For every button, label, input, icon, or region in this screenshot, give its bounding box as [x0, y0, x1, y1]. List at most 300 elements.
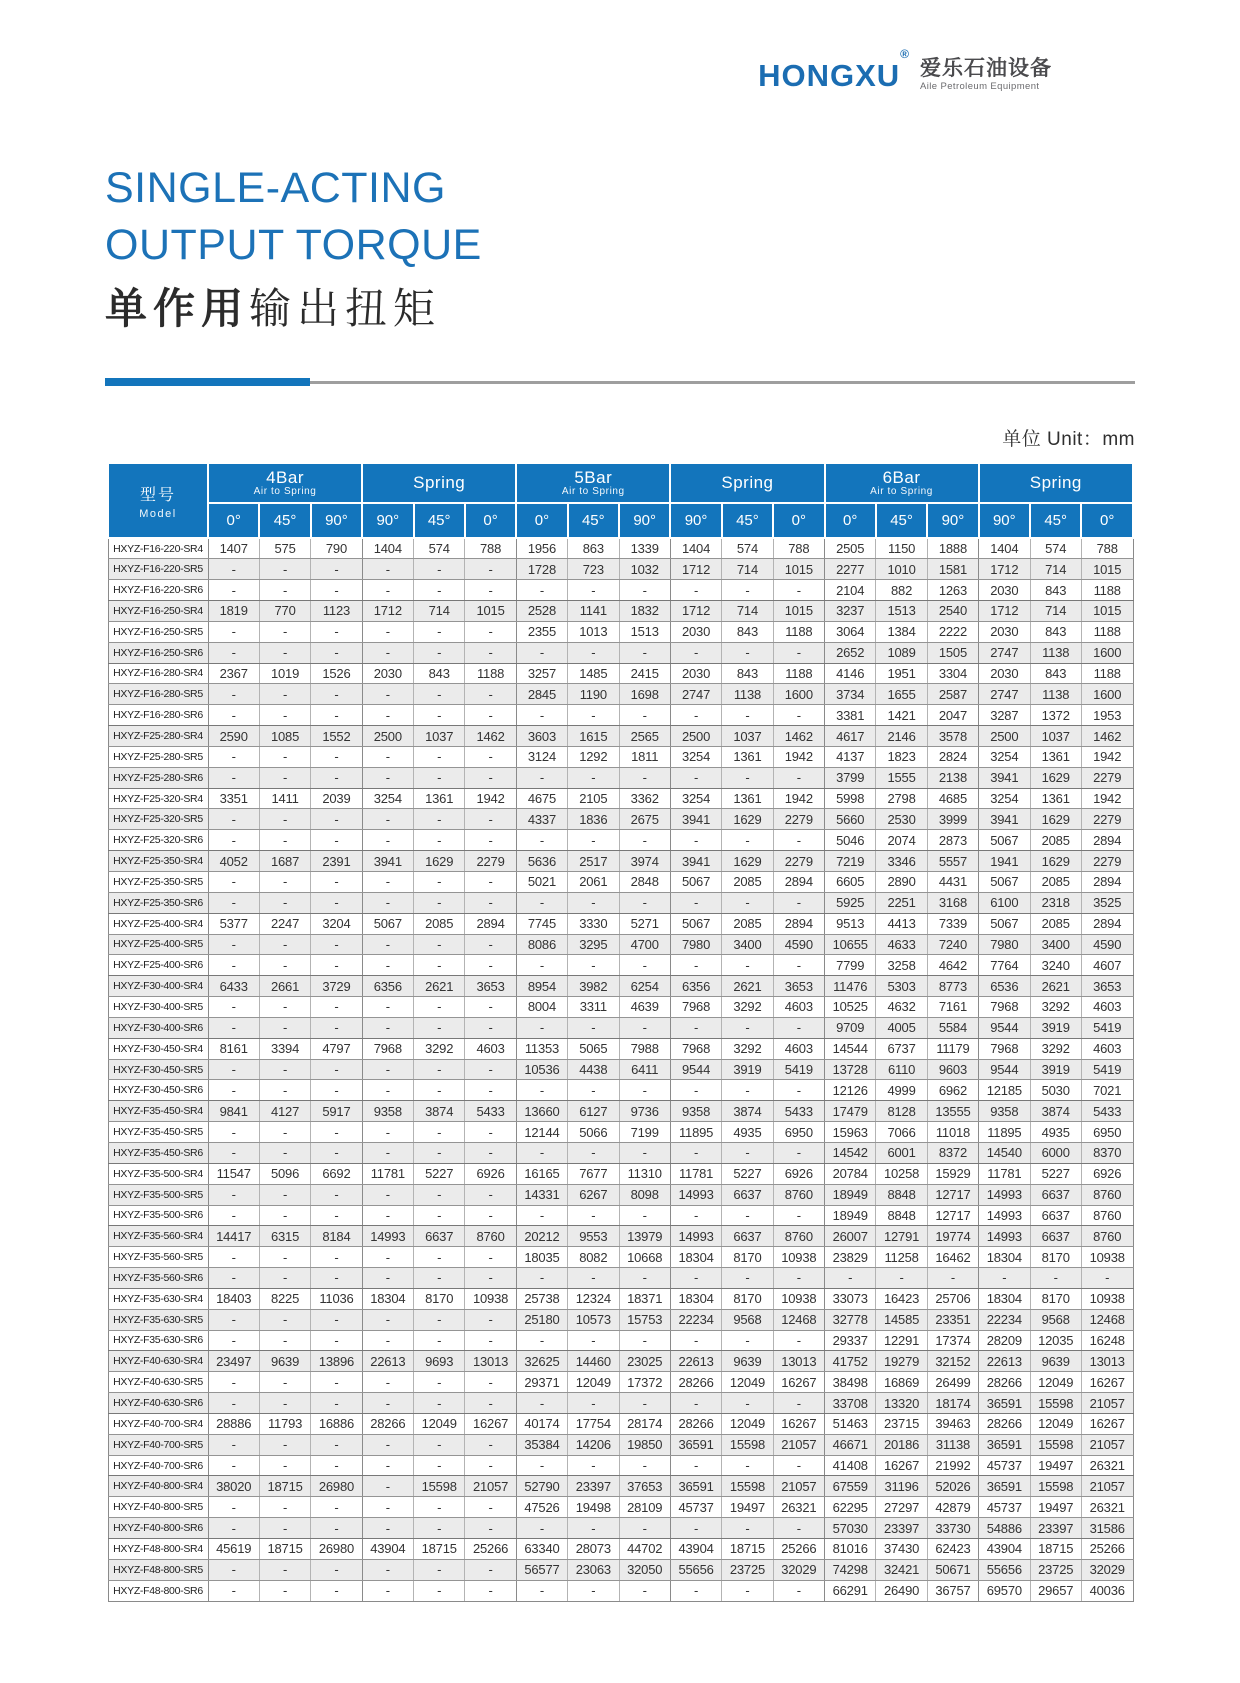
value-cell: 16886: [311, 1413, 362, 1434]
value-cell: -: [259, 1372, 310, 1393]
table-row: [108, 1205, 1133, 1226]
torque-table: [107, 462, 1134, 1602]
value-cell: 10938: [1081, 1247, 1133, 1268]
value-cell: 13555: [927, 1101, 978, 1122]
value-cell: 8760: [465, 1226, 516, 1247]
model-cell: HXYZ-F35-450-SR4: [108, 1101, 208, 1122]
value-cell: 11781: [362, 1163, 413, 1184]
value-cell: 18715: [414, 1539, 465, 1560]
value-cell: 25266: [465, 1539, 516, 1560]
value-cell: 1407: [208, 538, 259, 559]
value-cell: -: [670, 1330, 721, 1351]
value-cell: -: [311, 1184, 362, 1205]
value-cell: -: [670, 1080, 721, 1101]
value-cell: 6110: [876, 1059, 927, 1080]
value-cell: 7219: [825, 851, 876, 872]
value-cell: 23725: [722, 1559, 773, 1580]
value-cell: 15598: [722, 1434, 773, 1455]
value-cell: 1513: [619, 621, 670, 642]
degree-header: 90°: [362, 503, 413, 538]
value-cell: 21057: [773, 1434, 824, 1455]
logo-subtitle-block: [920, 58, 1052, 92]
value-cell: 36591: [979, 1434, 1030, 1455]
value-cell: -: [670, 1205, 721, 1226]
value-cell: 4337: [516, 809, 567, 830]
value-cell: 5925: [825, 892, 876, 913]
value-cell: 13728: [825, 1059, 876, 1080]
value-cell: 2318: [1030, 892, 1081, 913]
value-cell: -: [208, 872, 259, 893]
model-cell: HXYZ-F30-400-SR6: [108, 1017, 208, 1038]
value-cell: 2415: [619, 663, 670, 684]
model-cell: HXYZ-F30-450-SR5: [108, 1059, 208, 1080]
value-cell: -: [516, 642, 567, 663]
value-cell: 33073: [825, 1288, 876, 1309]
value-cell: -: [722, 955, 773, 976]
model-cell: HXYZ-F35-560-SR6: [108, 1268, 208, 1289]
table-header: [108, 463, 1133, 538]
value-cell: -: [362, 1268, 413, 1289]
value-cell: -: [259, 1122, 310, 1143]
value-cell: 12291: [876, 1330, 927, 1351]
value-cell: 3064: [825, 621, 876, 642]
value-cell: 3941: [979, 809, 1030, 830]
value-cell: -: [773, 830, 824, 851]
value-cell: 15598: [1030, 1393, 1081, 1414]
value-cell: 26321: [1081, 1455, 1133, 1476]
value-cell: 19497: [722, 1497, 773, 1518]
value-cell: 2517: [568, 851, 619, 872]
value-cell: 1010: [876, 559, 927, 580]
value-cell: 1361: [1030, 788, 1081, 809]
value-cell: -: [362, 1142, 413, 1163]
model-cell: HXYZ-F16-280-SR6: [108, 705, 208, 726]
value-cell: 43904: [670, 1539, 721, 1560]
degree-header: 45°: [414, 503, 465, 538]
value-cell: 2030: [362, 663, 413, 684]
value-cell: 22234: [979, 1309, 1030, 1330]
value-cell: -: [773, 767, 824, 788]
value-cell: 25738: [516, 1288, 567, 1309]
value-cell: -: [259, 767, 310, 788]
value-cell: 1687: [259, 851, 310, 872]
value-cell: 6315: [259, 1226, 310, 1247]
value-cell: -: [414, 1122, 465, 1143]
value-cell: 23397: [1030, 1518, 1081, 1539]
table-row: [108, 1539, 1133, 1560]
value-cell: 45737: [979, 1455, 1030, 1476]
value-cell: -: [414, 1184, 465, 1205]
value-cell: 9568: [722, 1309, 773, 1330]
value-cell: -: [208, 1268, 259, 1289]
value-cell: -: [465, 955, 516, 976]
value-cell: 41752: [825, 1351, 876, 1372]
model-cell: HXYZ-F35-630-SR6: [108, 1330, 208, 1351]
value-cell: -: [516, 1080, 567, 1101]
value-cell: -: [208, 1393, 259, 1414]
value-cell: -: [311, 892, 362, 913]
value-cell: 10938: [773, 1247, 824, 1268]
value-cell: 574: [722, 538, 773, 559]
value-cell: 6356: [362, 976, 413, 997]
value-cell: 12791: [876, 1226, 927, 1247]
value-cell: 7968: [670, 1038, 721, 1059]
unit-note: 单位 Unit：mm: [1002, 429, 1135, 450]
value-cell: -: [208, 1184, 259, 1205]
model-cell: HXYZ-F16-280-SR5: [108, 684, 208, 705]
value-cell: 2138: [927, 767, 978, 788]
value-cell: 44702: [619, 1539, 670, 1560]
value-cell: -: [414, 621, 465, 642]
value-cell: 7980: [979, 934, 1030, 955]
value-cell: -: [208, 621, 259, 642]
value-cell: -: [876, 1268, 927, 1289]
value-cell: 36591: [670, 1434, 721, 1455]
value-cell: -: [311, 830, 362, 851]
value-cell: 5433: [773, 1101, 824, 1122]
value-cell: 7745: [516, 913, 567, 934]
value-cell: 21057: [773, 1476, 824, 1497]
value-cell: -: [1081, 1268, 1133, 1289]
value-cell: -: [670, 1580, 721, 1601]
value-cell: -: [259, 1309, 310, 1330]
value-cell: -: [670, 642, 721, 663]
value-cell: 12049: [722, 1413, 773, 1434]
value-cell: 2074: [876, 830, 927, 851]
value-cell: 1462: [465, 726, 516, 747]
value-cell: 1037: [414, 726, 465, 747]
model-cell: HXYZ-F48-800-SR5: [108, 1559, 208, 1580]
value-cell: 843: [1030, 621, 1081, 642]
value-cell: 23829: [825, 1247, 876, 1268]
model-cell: HXYZ-F40-700-SR5: [108, 1434, 208, 1455]
value-cell: 37653: [619, 1476, 670, 1497]
value-cell: 28266: [670, 1413, 721, 1434]
value-cell: 2030: [979, 580, 1030, 601]
value-cell: 9639: [259, 1351, 310, 1372]
value-cell: -: [362, 580, 413, 601]
value-cell: 42879: [927, 1497, 978, 1518]
value-cell: 4413: [876, 913, 927, 934]
value-cell: 62295: [825, 1497, 876, 1518]
value-cell: -: [362, 1434, 413, 1455]
value-cell: 11781: [979, 1163, 1030, 1184]
value-cell: 3919: [1030, 1017, 1081, 1038]
value-cell: -: [414, 1434, 465, 1455]
value-cell: 5227: [1030, 1163, 1081, 1184]
value-cell: -: [568, 1393, 619, 1414]
value-cell: -: [465, 809, 516, 830]
value-cell: 2030: [670, 621, 721, 642]
value-cell: 6100: [979, 892, 1030, 913]
value-cell: 4431: [927, 872, 978, 893]
value-cell: -: [259, 684, 310, 705]
group-label: Spring: [413, 473, 466, 493]
value-cell: 1712: [979, 559, 1030, 580]
value-cell: -: [619, 1455, 670, 1476]
value-cell: -: [619, 830, 670, 851]
value-cell: 2500: [670, 726, 721, 747]
value-cell: 1015: [773, 559, 824, 580]
value-cell: -: [362, 1247, 413, 1268]
value-cell: 790: [311, 538, 362, 559]
value-cell: 1942: [773, 788, 824, 809]
value-cell: 3330: [568, 913, 619, 934]
value-cell: 28266: [670, 1372, 721, 1393]
value-cell: -: [311, 997, 362, 1018]
value-cell: 9358: [979, 1101, 1030, 1122]
value-cell: 36591: [979, 1476, 1030, 1497]
value-cell: -: [414, 1059, 465, 1080]
value-cell: 11036: [311, 1288, 362, 1309]
value-cell: -: [259, 955, 310, 976]
value-cell: -: [311, 1518, 362, 1539]
value-cell: 16462: [927, 1247, 978, 1268]
value-cell: 6637: [722, 1184, 773, 1205]
value-cell: 5271: [619, 913, 670, 934]
value-cell: 14993: [362, 1226, 413, 1247]
value-cell: 4607: [1081, 955, 1133, 976]
degree-header: 45°: [876, 503, 927, 538]
value-cell: -: [516, 1518, 567, 1539]
value-cell: 15598: [722, 1476, 773, 1497]
value-cell: -: [619, 642, 670, 663]
table-row: [108, 976, 1133, 997]
model-cell: HXYZ-F40-800-SR5: [108, 1497, 208, 1518]
value-cell: 3292: [1030, 1038, 1081, 1059]
model-cell: HXYZ-F16-250-SR4: [108, 601, 208, 622]
value-cell: 1188: [773, 663, 824, 684]
value-cell: 16267: [773, 1372, 824, 1393]
model-cell: HXYZ-F25-350-SR6: [108, 892, 208, 913]
value-cell: 1019: [259, 663, 310, 684]
value-cell: -: [259, 997, 310, 1018]
value-cell: 3394: [259, 1038, 310, 1059]
value-cell: 5067: [979, 830, 1030, 851]
value-cell: 4639: [619, 997, 670, 1018]
value-cell: -: [722, 1455, 773, 1476]
value-cell: 7199: [619, 1122, 670, 1143]
value-cell: -: [722, 767, 773, 788]
value-cell: 16267: [876, 1455, 927, 1476]
value-cell: -: [773, 642, 824, 663]
model-cell: HXYZ-F35-560-SR4: [108, 1226, 208, 1247]
value-cell: -: [773, 1205, 824, 1226]
value-cell: 4617: [825, 726, 876, 747]
value-cell: 23715: [876, 1413, 927, 1434]
value-cell: 5046: [825, 830, 876, 851]
value-cell: 3603: [516, 726, 567, 747]
value-cell: 3311: [568, 997, 619, 1018]
value-cell: -: [773, 580, 824, 601]
value-cell: 3295: [568, 934, 619, 955]
value-cell: 9544: [670, 1059, 721, 1080]
value-cell: -: [568, 1268, 619, 1289]
value-cell: 4603: [773, 1038, 824, 1059]
value-cell: 16267: [1081, 1372, 1133, 1393]
value-cell: 17374: [927, 1330, 978, 1351]
value-cell: -: [465, 1142, 516, 1163]
value-cell: 843: [722, 663, 773, 684]
value-cell: -: [619, 1142, 670, 1163]
value-cell: 2030: [670, 663, 721, 684]
value-cell: -: [208, 580, 259, 601]
value-cell: -: [619, 1017, 670, 1038]
table-row: [108, 538, 1133, 559]
value-cell: 7988: [619, 1038, 670, 1059]
value-cell: 1728: [516, 559, 567, 580]
value-cell: -: [259, 1268, 310, 1289]
value-cell: -: [670, 767, 721, 788]
value-cell: -: [259, 642, 310, 663]
value-cell: -: [465, 1518, 516, 1539]
value-cell: 4603: [1081, 1038, 1133, 1059]
value-cell: 8128: [876, 1101, 927, 1122]
value-cell: 62423: [927, 1539, 978, 1560]
model-cell: HXYZ-F40-800-SR4: [108, 1476, 208, 1497]
value-cell: 5030: [1030, 1080, 1081, 1101]
value-cell: 12049: [722, 1372, 773, 1393]
value-cell: -: [773, 705, 824, 726]
value-cell: -: [670, 1142, 721, 1163]
value-cell: 1526: [311, 663, 362, 684]
value-cell: 2367: [208, 663, 259, 684]
value-cell: -: [773, 1580, 824, 1601]
value-cell: -: [516, 892, 567, 913]
title-cn: [105, 286, 482, 332]
value-cell: 11547: [208, 1163, 259, 1184]
value-cell: 15929: [927, 1163, 978, 1184]
value-cell: 1404: [979, 538, 1030, 559]
group-label: Spring: [721, 473, 774, 493]
value-cell: 45619: [208, 1539, 259, 1560]
value-cell: 4137: [825, 746, 876, 767]
value-cell: -: [568, 892, 619, 913]
table-row: [108, 955, 1133, 976]
value-cell: 2030: [979, 621, 1030, 642]
table-body: [108, 538, 1133, 1601]
value-cell: -: [208, 830, 259, 851]
value-cell: 5557: [927, 851, 978, 872]
value-cell: 1089: [876, 642, 927, 663]
value-cell: -: [208, 705, 259, 726]
title-divider: [105, 378, 1135, 386]
value-cell: 2279: [1081, 851, 1133, 872]
value-cell: 575: [259, 538, 310, 559]
value-cell: 21057: [1081, 1434, 1133, 1455]
value-cell: -: [259, 1393, 310, 1414]
value-cell: 18304: [362, 1288, 413, 1309]
value-cell: -: [259, 1559, 310, 1580]
value-cell: 9709: [825, 1017, 876, 1038]
value-cell: 3941: [670, 851, 721, 872]
value-cell: 18304: [670, 1288, 721, 1309]
degree-header: 0°: [208, 503, 259, 538]
model-cell: HXYZ-F40-700-SR4: [108, 1413, 208, 1434]
degree-header: 45°: [568, 503, 619, 538]
model-cell: HXYZ-F35-500-SR5: [108, 1184, 208, 1205]
value-cell: 6637: [722, 1226, 773, 1247]
value-cell: 18174: [927, 1393, 978, 1414]
value-cell: 2621: [722, 976, 773, 997]
value-cell: -: [414, 642, 465, 663]
value-cell: 5303: [876, 976, 927, 997]
table-row: [108, 1142, 1133, 1163]
value-cell: 13979: [619, 1226, 670, 1247]
value-cell: 1629: [414, 851, 465, 872]
table-row: [108, 1268, 1133, 1289]
value-cell: 8760: [1081, 1226, 1133, 1247]
table-row: [108, 809, 1133, 830]
value-cell: 1404: [362, 538, 413, 559]
value-cell: 2279: [773, 809, 824, 830]
value-cell: 6637: [1030, 1205, 1081, 1226]
table-row: [108, 746, 1133, 767]
value-cell: 13013: [465, 1351, 516, 1372]
value-cell: -: [311, 1393, 362, 1414]
value-cell: 11018: [927, 1122, 978, 1143]
value-cell: 6433: [208, 976, 259, 997]
value-cell: -: [414, 1455, 465, 1476]
value-cell: -: [362, 1497, 413, 1518]
value-cell: 18304: [670, 1247, 721, 1268]
value-cell: 26321: [773, 1497, 824, 1518]
value-cell: 5096: [259, 1163, 310, 1184]
value-cell: 1629: [1030, 809, 1081, 830]
value-cell: 5067: [670, 872, 721, 893]
value-cell: 12717: [927, 1184, 978, 1205]
value-cell: 1629: [722, 809, 773, 830]
table-row: [108, 705, 1133, 726]
degree-header: 0°: [773, 503, 824, 538]
value-cell: 67559: [825, 1476, 876, 1497]
value-cell: -: [516, 1580, 567, 1601]
table-row: [108, 1393, 1133, 1414]
value-cell: 33730: [927, 1518, 978, 1539]
value-cell: -: [259, 705, 310, 726]
value-cell: 6001: [876, 1142, 927, 1163]
value-cell: -: [568, 1455, 619, 1476]
value-cell: -: [670, 1455, 721, 1476]
model-cell: HXYZ-F30-400-SR5: [108, 997, 208, 1018]
value-cell: 28109: [619, 1497, 670, 1518]
value-cell: 4685: [927, 788, 978, 809]
value-cell: 3292: [722, 1038, 773, 1059]
value-cell: -: [465, 934, 516, 955]
degree-header: 90°: [619, 503, 670, 538]
value-cell: 1411: [259, 788, 310, 809]
value-cell: -: [465, 1372, 516, 1393]
value-cell: 9544: [979, 1059, 1030, 1080]
value-cell: -: [670, 1518, 721, 1539]
value-cell: 45737: [670, 1497, 721, 1518]
value-cell: 6356: [670, 976, 721, 997]
value-cell: -: [414, 1330, 465, 1351]
value-cell: 5419: [1081, 1017, 1133, 1038]
value-cell: 74298: [825, 1559, 876, 1580]
value-cell: 863: [568, 538, 619, 559]
value-cell: -: [568, 767, 619, 788]
value-cell: 4700: [619, 934, 670, 955]
value-cell: 9358: [362, 1101, 413, 1122]
degree-header: 45°: [722, 503, 773, 538]
model-cell: HXYZ-F48-800-SR4: [108, 1539, 208, 1560]
value-cell: -: [311, 642, 362, 663]
value-cell: 2528: [516, 601, 567, 622]
value-cell: 1361: [1030, 746, 1081, 767]
value-cell: 3919: [722, 1059, 773, 1080]
value-cell: 3254: [979, 746, 1030, 767]
